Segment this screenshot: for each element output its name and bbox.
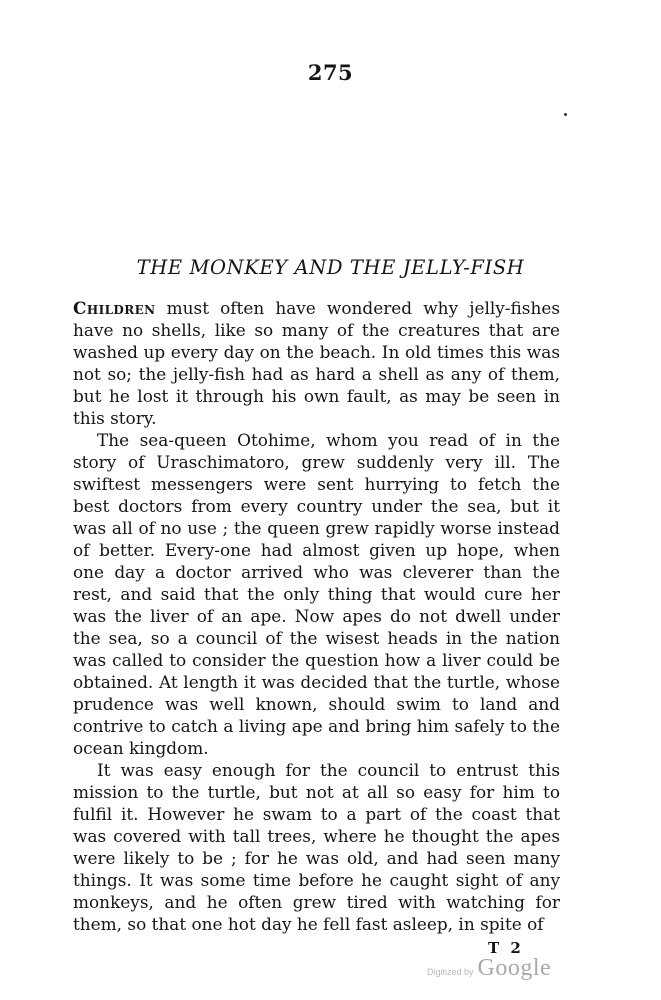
paragraph-1-text: must often have wondered why jelly-fishes have no shells, like so many of the creatures that are washed up every day on the beach. In old times this was not so; the jelly-fish had as hard a shell as any of them, but he lost it through his own fault, as may be seen in this story. [73,298,560,428]
digitized-watermark [427,955,551,985]
ink-speck [564,113,567,116]
paragraph-3: It was easy enough for the council to entrust this mission to the turtle, but not at all so easy for him to fulfil it. However he swam to a part of the coast that was covered with tall trees, where he thought the apes were likely to be ; for he was old, and had seen many things. It was some time before he caught sight of any monkeys, and he often grew tired with watching for them, so that one hot day he fell fast asleep, in spite of [73,760,560,934]
google-logo: Google [477,955,552,981]
paragraph-2: The sea-queen Otohime, whom you read of in the story of Uraschimatoro, grew suddenly very ill. The swiftest messengers were sent hurrying to fetch the best doctors from every country under the sea, but it was all of no use ; the queen grew rapidly worse instead of better. Every-one had almost given up hope, when one day a doctor arrived who was cleverer than the rest, and said that the only thing that would cure her was the liver of an ape. Now apes do not dwell under the sea, so a council of the wisest heads in the nation was called to consider the question how a liver could be obtained. At length it was decided that the turtle, whose prudence was well known, should swim to land and contrive to catch a living ape and bring him safely to the ocean kingdom. [73,430,560,758]
paragraph-1 [73,297,560,429]
digitized-label: Digitized by [427,967,474,977]
drop-lead-word: Children [73,298,156,318]
body-text [73,297,560,935]
signature-mark: T 2 [488,939,524,957]
page-number: 275 [307,60,354,85]
chapter-title: THE MONKEY AND THE JELLY-FISH [136,256,525,279]
